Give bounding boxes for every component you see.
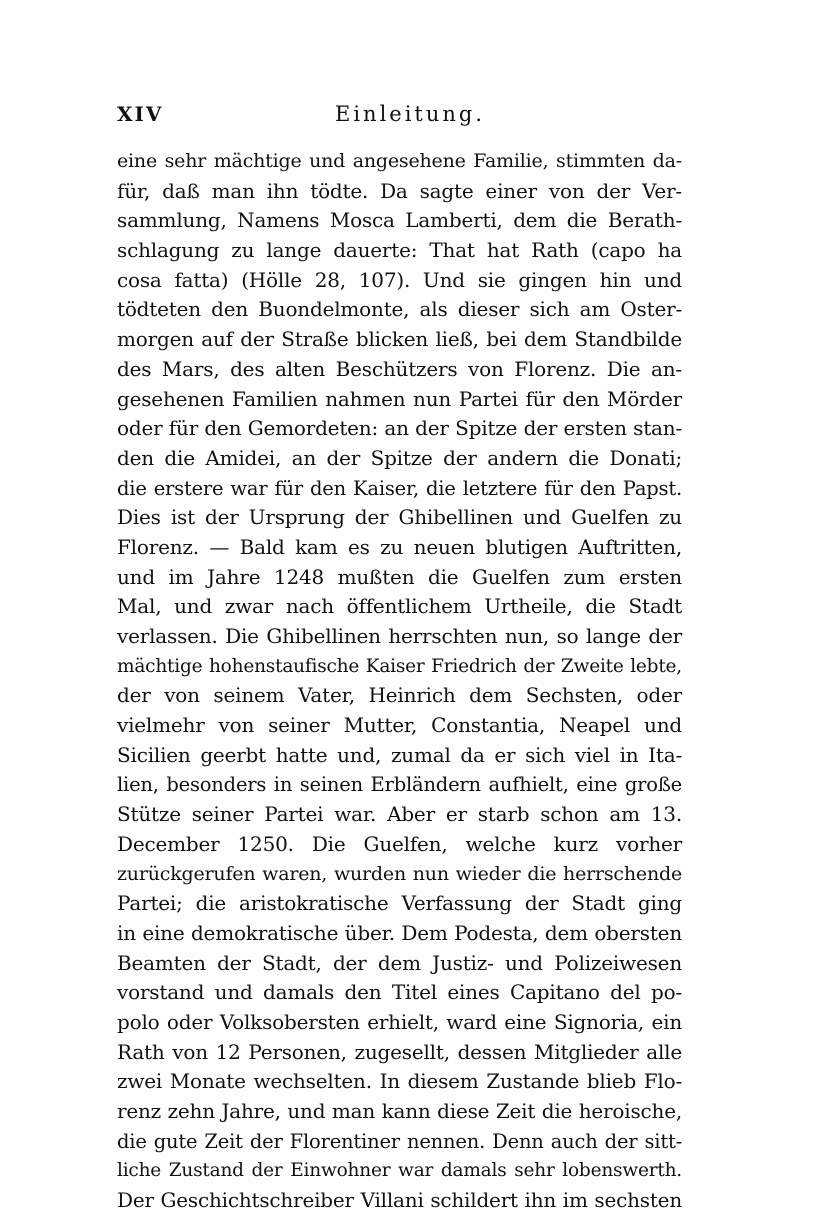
text-line: vielmehr von seiner Mutter, Constantia, Neapel und: [117, 713, 682, 738]
text-line: eine sehr mächtige und angesehene Familie, stimmten da-: [117, 150, 682, 172]
text-line: Stütze seiner Partei war. Aber er starb schon am 13.: [117, 802, 682, 827]
text-line: verlassen. Die Ghibellinen herrschten nun, so lange der: [117, 624, 682, 648]
text-line: Der Geschichtschreiber Villani schildert ihn im sechsten: [117, 1188, 682, 1213]
text-line: den die Amidei, an der Spitze der andern die Donati;: [117, 445, 682, 470]
text-line: liche Zustand der Einwohner war damals sehr lobenswerth.: [117, 1160, 682, 1182]
text-line: Rath von 12 Personen, zugesellt, dessen Mitglieder alle: [117, 1039, 682, 1064]
text-line: Beamten der Stadt, der dem Justiz- und Polizeiwesen: [117, 950, 682, 975]
text-line: die gute Zeit der Florentiner nennen. Denn auch der sitt-: [117, 1129, 682, 1153]
text-line: oder für den Gemordeten: an der Spitze der ersten stan-: [117, 416, 682, 441]
text-line: vorstand und damals den Titel eines Capitano del po-: [117, 980, 682, 1005]
text-line: in eine demokratische über. Dem Podesta, dem obersten: [117, 920, 682, 945]
text-line: Sicilien geerbt hatte und, zumal da er sich viel in Ita-: [117, 742, 682, 767]
text-line: sammlung, Namens Mosca Lamberti, dem die Berath-: [117, 208, 682, 233]
text-line: polo oder Volksobersten erhielt, ward eine Signoria, ein: [117, 1009, 682, 1034]
text-line: zurückgerufen waren, wurden nun wieder die herrschende: [117, 862, 682, 885]
text-line: Mal, und zwar nach öffentlichem Urtheile, die Stadt: [117, 594, 682, 619]
text-line: December 1250. Die Guelfen, welche kurz vorher: [117, 831, 682, 856]
page-number: XIV: [117, 102, 164, 126]
text-line: mächtige hohenstaufische Kaiser Friedrich der Zweite lebte,: [117, 655, 682, 677]
text-line: schlagung zu lange dauerte: That hat Rath (capo ha: [117, 238, 682, 263]
running-title: Einleitung.: [335, 102, 486, 126]
text-line: Partei; die aristokratische Verfassung der Stadt ging: [117, 891, 682, 916]
text-line: cosa fatta) (Hölle 28, 107). Und sie gingen hin und: [117, 267, 682, 292]
text-line: renz zehn Jahre, und man kann diese Zeit die heroische,: [117, 1099, 682, 1123]
text-line: Florenz. — Bald kam es zu neuen blutigen Auftritten,: [117, 534, 682, 559]
text-line: tödteten den Buondelmonte, als dieser sich am Oster-: [117, 297, 682, 322]
page-header: [117, 96, 682, 130]
text-line: des Mars, des alten Beschützers von Florenz. Die an-: [117, 356, 682, 381]
text-line: morgen auf der Straße blicken ließ, bei dem Standbilde: [117, 327, 682, 352]
text-line: Dies ist der Ursprung der Ghibellinen und Guelfen zu: [117, 505, 682, 530]
text-line: und im Jahre 1248 mußten die Guelfen zum ersten: [117, 564, 682, 589]
text-line: der von seinem Vater, Heinrich dem Sechsten, oder: [117, 683, 682, 708]
body-text: [117, 147, 682, 1216]
text-line: gesehenen Familien nahmen nun Partei für den Mörder: [117, 386, 682, 411]
text-line: die erstere war für den Kaiser, die letztere für den Papst.: [117, 476, 682, 500]
text-line: lien, besonders in seinen Erbländern aufhielt, eine große: [117, 773, 682, 797]
text-line: zwei Monate wechselten. In diesem Zustande blieb Flo-: [117, 1069, 682, 1094]
text-line: für, daß man ihn tödte. Da sagte einer von der Ver-: [117, 178, 682, 203]
